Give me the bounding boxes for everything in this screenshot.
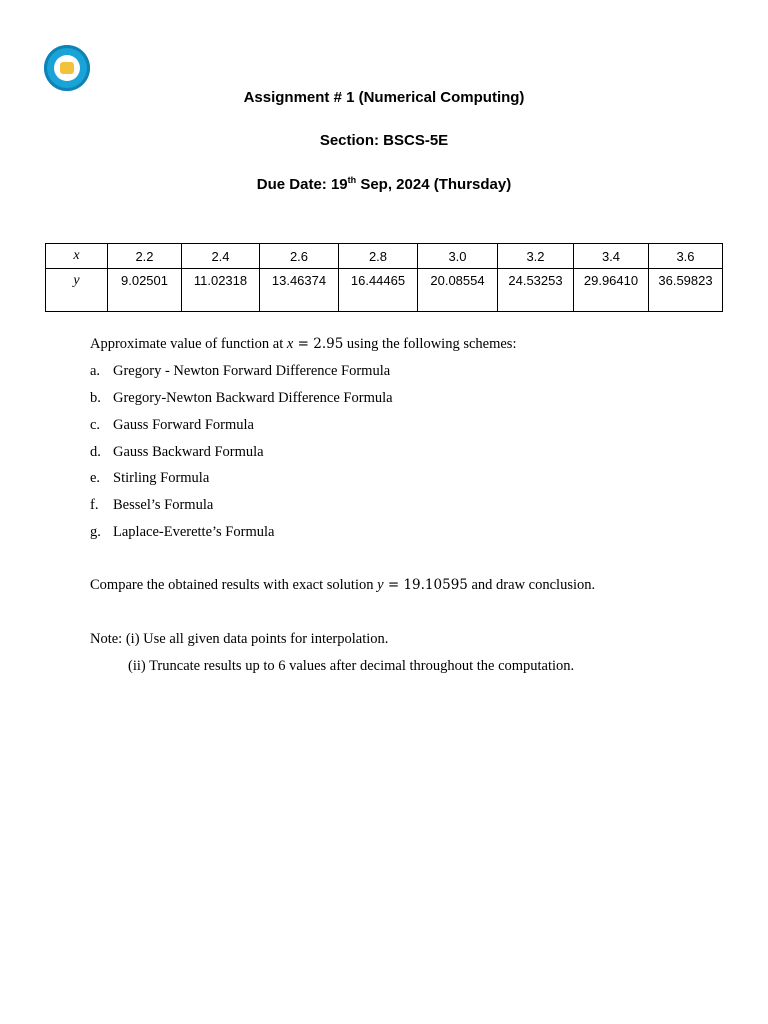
list-item-text: Stirling Formula — [113, 470, 210, 486]
table-cell-x: 3.2 — [498, 244, 574, 269]
list-item-text: Gregory - Newton Forward Difference Formula — [113, 363, 391, 379]
table-cell-y: 9.02501 — [108, 269, 182, 312]
table-cell-y: 36.59823 — [649, 269, 723, 312]
table-cell-x: 2.6 — [260, 244, 339, 269]
table-cell-x: 3.4 — [574, 244, 649, 269]
logo-core-shape — [60, 62, 74, 74]
due-date-suffix: Sep, 2024 (Thursday) — [356, 176, 512, 193]
table-cell-x: 2.8 — [339, 244, 418, 269]
list-item-letter: g. — [90, 524, 101, 540]
list-item-text: Laplace-Everette’s Formula — [113, 524, 275, 540]
list-item-letter: d. — [90, 444, 101, 460]
compare-before: Compare the obtained results with exact solution — [90, 577, 378, 593]
university-logo-icon — [44, 45, 90, 91]
table-cell-x: 2.4 — [182, 244, 260, 269]
due-date-ordinal: th — [347, 175, 357, 185]
table-cell-x-label: x — [46, 244, 108, 269]
note-line-2: (ii) Truncate results up to 6 values after decimal throughout the computation. — [128, 658, 575, 674]
table-row-y — [46, 269, 723, 312]
list-item-letter: e. — [90, 470, 101, 486]
list-item — [90, 363, 390, 380]
due-date-prefix: Due Date: 19 — [256, 176, 348, 193]
table-cell-y: 24.53253 — [498, 269, 574, 312]
assignment-title: Assignment # 1 (Numerical Computing) — [243, 89, 525, 106]
table-cell-y: 13.46374 — [260, 269, 339, 312]
list-item-letter: f. — [90, 497, 99, 513]
table-cell-x: 2.2 — [108, 244, 182, 269]
list-item-text: Gauss Backward Formula — [113, 444, 264, 460]
table-cell-y-label: y — [46, 269, 108, 312]
list-item — [90, 524, 274, 541]
table-cell-y: 11.02318 — [182, 269, 260, 312]
note-line-1: Note: (i) Use all given data points for interpolation. — [90, 631, 389, 647]
data-table — [45, 243, 723, 312]
intro-after: using the following schemes: — [343, 336, 517, 352]
compare-instruction — [90, 577, 595, 594]
compare-equation: = 19.10595 — [383, 577, 468, 593]
list-item-text: Gauss Forward Formula — [113, 417, 254, 433]
list-item-letter: b. — [90, 390, 101, 406]
table-cell-y: 16.44465 — [339, 269, 418, 312]
list-item — [90, 390, 393, 407]
section-label: Section: BSCS-5E — [319, 132, 449, 149]
table-cell-x: 3.6 — [649, 244, 723, 269]
list-item — [90, 444, 264, 461]
compare-after: and draw conclusion. — [467, 577, 596, 593]
table-cell-x: 3.0 — [418, 244, 498, 269]
logo-emblem — [54, 55, 80, 81]
list-item — [90, 470, 209, 487]
due-date — [0, 175, 768, 193]
list-item-text: Bessel’s Formula — [113, 497, 214, 513]
intro-before: Approximate value of function at — [90, 336, 287, 352]
table-cell-y: 29.96410 — [574, 269, 649, 312]
table-cell-y: 20.08554 — [418, 269, 498, 312]
list-item-letter: c. — [90, 417, 101, 433]
list-item — [90, 417, 254, 434]
intro-variable: x — [286, 336, 294, 352]
list-item-letter: a. — [90, 363, 101, 379]
question-intro — [90, 336, 516, 353]
list-item-text: Gregory-Newton Backward Difference Formula — [113, 390, 393, 406]
list-item — [90, 497, 213, 514]
table-row-x — [46, 244, 723, 269]
compare-variable: y — [377, 577, 384, 593]
intro-equation: = 2.95 — [293, 336, 344, 352]
